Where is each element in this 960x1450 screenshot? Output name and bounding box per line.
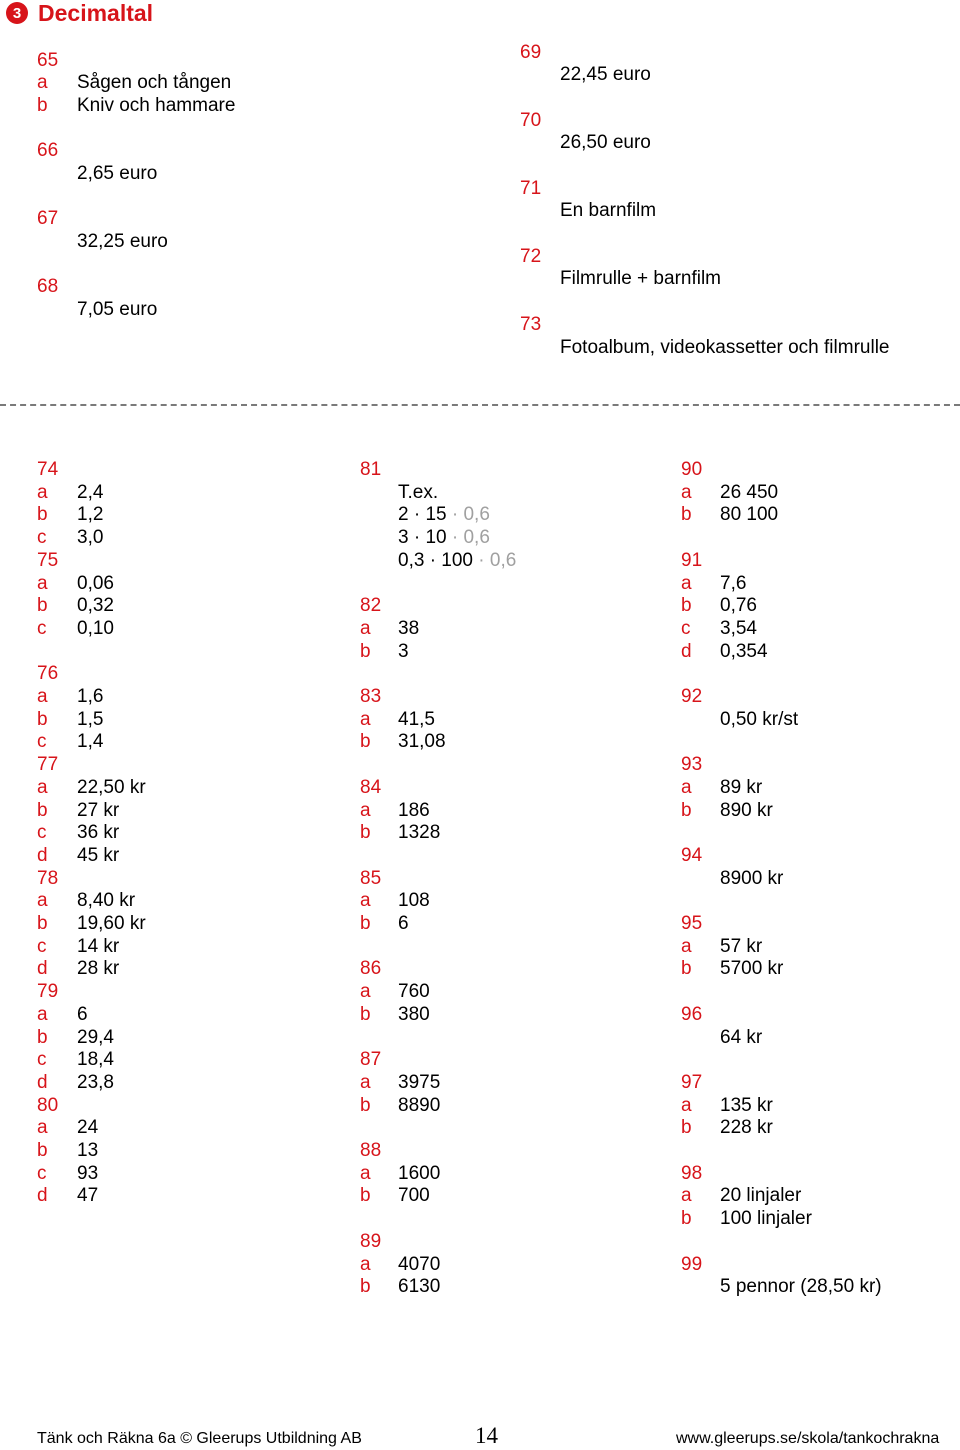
sub-letter: b xyxy=(360,1094,371,1116)
sub-letter: a xyxy=(681,1094,692,1116)
sub-letter: a xyxy=(360,981,371,1003)
problem-number: 88 xyxy=(360,1140,382,1161)
answer-text: 28 kr xyxy=(77,958,120,980)
answer-text: 41,5 xyxy=(398,708,435,730)
sub-letter: c xyxy=(37,1162,47,1184)
problem-number: 73 xyxy=(520,314,542,335)
problem-number: 83 xyxy=(360,686,382,707)
sub-letter: b xyxy=(360,1003,371,1025)
problem-number: 82 xyxy=(360,595,382,617)
sub-letter: a xyxy=(37,72,48,93)
problem-number: 72 xyxy=(520,246,542,267)
sub-letter: a xyxy=(37,1003,48,1025)
sub-letter: a xyxy=(681,572,692,594)
answer-text: 8,40 kr xyxy=(77,890,136,912)
sub-letter: c xyxy=(37,617,47,639)
answer-text: 3,0 xyxy=(77,527,104,549)
sub-letter: d xyxy=(37,1185,48,1207)
sub-letter: b xyxy=(360,822,371,844)
sub-letter: b xyxy=(360,1185,371,1207)
problem-number: 71 xyxy=(520,178,542,199)
answer-text: 29,4 xyxy=(77,1026,114,1048)
answer-text: 45 kr xyxy=(77,844,120,866)
answer-text: 1600 xyxy=(398,1162,441,1184)
sub-letter: a xyxy=(37,481,48,503)
sub-letter: a xyxy=(681,776,692,798)
page-number: 14 xyxy=(475,1423,498,1448)
answer-text: Kniv och hammare xyxy=(77,95,236,116)
problem-number: 75 xyxy=(37,549,59,571)
answer-text: 6 xyxy=(77,1003,88,1025)
sub-letter: b xyxy=(360,1276,371,1298)
answer-text: 7,6 xyxy=(720,572,747,594)
problem-number: 95 xyxy=(681,913,703,934)
answer-text: 32,25 euro xyxy=(77,231,168,252)
sub-letter: a xyxy=(37,572,48,594)
sub-letter: b xyxy=(37,595,48,617)
answer-text: 0,3 · 100 · 0,6 xyxy=(398,549,517,571)
answer-text: 100 linjaler xyxy=(720,1208,812,1230)
problem-number: 86 xyxy=(360,958,382,980)
answer-text: 7,05 euro xyxy=(77,299,158,320)
answer-text: En barnfilm xyxy=(560,200,657,221)
sub-letter: a xyxy=(360,1162,371,1184)
answer-text: Filmrulle + barnfilm xyxy=(560,268,722,289)
answer-text: 26 450 xyxy=(720,481,779,503)
sub-letter: c xyxy=(37,935,47,957)
sub-letter: d xyxy=(37,958,48,980)
answer-text: 4070 xyxy=(398,1253,441,1275)
sub-letter: d xyxy=(681,640,692,662)
problem-number: 76 xyxy=(37,663,59,685)
answer-text: 0,354 xyxy=(720,640,768,662)
answer-text: 1,2 xyxy=(77,504,104,526)
answer-text: T.ex. xyxy=(398,481,439,503)
problem-number: 66 xyxy=(37,140,59,161)
sub-letter: b xyxy=(681,504,692,526)
problem-number: 70 xyxy=(520,110,542,131)
answer-text: 2,65 euro xyxy=(77,163,158,184)
sub-letter: c xyxy=(37,1049,47,1071)
answer-text: 38 xyxy=(398,617,420,639)
answer-text: 89 kr xyxy=(720,776,763,798)
answer-text: 93 xyxy=(77,1162,99,1184)
answer-text: 108 xyxy=(398,890,430,912)
sub-letter: c xyxy=(37,822,47,844)
sub-letter: b xyxy=(37,95,48,116)
answer-text: 186 xyxy=(398,799,430,821)
sub-letter: c xyxy=(37,527,47,549)
sub-letter: c xyxy=(681,617,691,639)
answer-text: 1,4 xyxy=(77,731,104,753)
problem-number: 99 xyxy=(681,1253,703,1275)
sub-letter: a xyxy=(37,1117,48,1139)
hint-text: · 0,6 xyxy=(446,527,490,549)
footer-copyright: Tänk och Räkna 6a © Gleerups Utbildning AB xyxy=(37,1430,362,1447)
sub-letter: b xyxy=(37,1026,48,1048)
sub-letter: b xyxy=(360,913,371,934)
problem-number: 90 xyxy=(681,459,703,480)
answer-text: 2,4 xyxy=(77,481,104,503)
problem-number: 93 xyxy=(681,754,703,776)
sub-letter: b xyxy=(37,708,48,730)
problem-number: 87 xyxy=(360,1049,382,1071)
answer-text: 5700 kr xyxy=(720,958,784,980)
hint-text: · 0,6 xyxy=(473,549,517,571)
answer-text: 0,10 xyxy=(77,617,114,639)
answer-text: 380 xyxy=(398,1003,430,1025)
problem-number: 69 xyxy=(520,42,542,63)
sub-letter: c xyxy=(37,731,47,753)
sub-letter: a xyxy=(360,708,371,730)
problem-number: 85 xyxy=(360,867,382,889)
problem-number: 65 xyxy=(37,50,59,71)
sub-letter: b xyxy=(681,1208,692,1230)
hint-text: · 0,6 xyxy=(446,504,490,526)
sub-letter: a xyxy=(360,617,371,639)
answer-text: Fotoalbum, videokassetter och filmrulle xyxy=(560,337,890,358)
sub-letter: b xyxy=(37,913,48,934)
sub-letter: b xyxy=(37,799,48,821)
answer-text: 36 kr xyxy=(77,822,120,844)
answer-text: 64 kr xyxy=(720,1026,763,1048)
answer-text: 22,45 euro xyxy=(560,64,651,85)
problem-number: 91 xyxy=(681,549,703,571)
answer-text: 26,50 euro xyxy=(560,132,651,153)
problem-number: 81 xyxy=(360,459,382,480)
answer-text: 8890 xyxy=(398,1094,441,1116)
answer-text: 22,50 kr xyxy=(77,776,146,798)
sub-letter: a xyxy=(360,890,371,912)
sub-letter: d xyxy=(37,844,48,866)
answer-text: 27 kr xyxy=(77,799,120,821)
answer-text: 5 pennor (28,50 kr) xyxy=(720,1276,882,1298)
answer-text: 20 linjaler xyxy=(720,1185,802,1207)
answer-text: 3,54 xyxy=(720,617,757,639)
answer-text: 57 kr xyxy=(720,935,763,957)
sub-letter: b xyxy=(37,1140,48,1161)
sub-letter: a xyxy=(37,776,48,798)
answer-text: 700 xyxy=(398,1185,430,1207)
problem-number: 78 xyxy=(37,867,59,889)
number-three-icon: 3 xyxy=(6,2,28,24)
answer-text: 0,50 kr/st xyxy=(720,708,799,730)
answer-text: 31,08 xyxy=(398,731,446,753)
problem-number: 94 xyxy=(681,844,703,866)
answer-text: 18,4 xyxy=(77,1049,114,1071)
answer-text: 0,06 xyxy=(77,572,114,594)
answer-text: Sågen och tången xyxy=(77,72,232,93)
sub-letter: a xyxy=(37,686,48,707)
answer-text: 1328 xyxy=(398,822,441,844)
sub-letter: a xyxy=(681,481,692,503)
sub-letter: b xyxy=(681,799,692,821)
problem-number: 80 xyxy=(37,1094,59,1116)
problem-number: 77 xyxy=(37,754,59,776)
sub-letter: b xyxy=(360,731,371,753)
answer-text: 80 100 xyxy=(720,504,779,526)
problem-number: 74 xyxy=(37,459,59,480)
sub-letter: b xyxy=(681,958,692,980)
problem-number: 89 xyxy=(360,1230,382,1252)
dashed-divider xyxy=(0,404,960,406)
answer-text: 0,76 xyxy=(720,595,757,617)
answer-text: 23,8 xyxy=(77,1071,114,1093)
footer-url: www.gleerups.se/skola/tankochrakna xyxy=(676,1430,940,1447)
answer-text: 8900 kr xyxy=(720,867,784,889)
answer-text: 14 kr xyxy=(77,935,120,957)
answer-text: 1,5 xyxy=(77,708,104,730)
sub-letter: d xyxy=(37,1071,48,1093)
answer-text: 13 xyxy=(77,1140,99,1161)
answer-text: 24 xyxy=(77,1117,99,1139)
answer-text: 890 kr xyxy=(720,799,773,821)
problem-number: 79 xyxy=(37,981,59,1003)
answer-text: 0,32 xyxy=(77,595,114,617)
sub-letter: a xyxy=(37,890,48,912)
page-title: Decimaltal xyxy=(38,0,154,26)
sub-letter: b xyxy=(360,640,371,662)
sub-letter: a xyxy=(360,799,371,821)
problem-number: 92 xyxy=(681,686,703,707)
answer-text: 19,60 kr xyxy=(77,913,146,934)
sub-letter: b xyxy=(681,595,692,617)
problem-number: 97 xyxy=(681,1071,703,1093)
problem-number: 96 xyxy=(681,1003,703,1025)
answer-text: 3975 xyxy=(398,1071,441,1093)
answer-text: 6 xyxy=(398,913,409,934)
sub-letter: a xyxy=(360,1253,371,1275)
section-title xyxy=(6,0,153,26)
problem-number: 84 xyxy=(360,776,382,798)
sub-letter: a xyxy=(681,935,692,957)
answer-text: 760 xyxy=(398,981,430,1003)
problem-number: 98 xyxy=(681,1162,703,1184)
sub-letter: b xyxy=(681,1117,692,1139)
answer-text: 3 · 10 · 0,6 xyxy=(398,527,490,549)
problem-number: 68 xyxy=(37,276,59,297)
sub-letter: a xyxy=(681,1185,692,1207)
answer-text: 1,6 xyxy=(77,686,104,707)
answer-text: 228 kr xyxy=(720,1117,773,1139)
answer-text: 47 xyxy=(77,1185,99,1207)
answer-text: 2 · 15 · 0,6 xyxy=(398,504,490,526)
sub-letter: b xyxy=(37,504,48,526)
answer-text: 135 kr xyxy=(720,1094,773,1116)
answer-text: 6130 xyxy=(398,1276,441,1298)
sub-letter: a xyxy=(360,1071,371,1093)
answer-text: 3 xyxy=(398,640,409,662)
problem-number: 67 xyxy=(37,208,59,229)
